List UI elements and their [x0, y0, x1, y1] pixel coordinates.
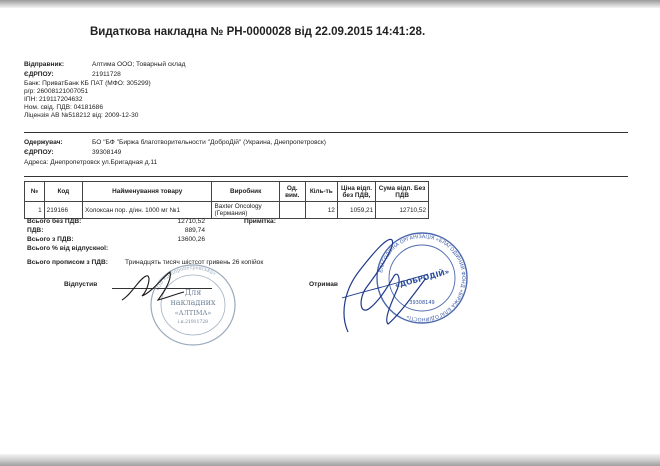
cell-qty: 12: [305, 202, 337, 219]
col-header-price: Ціна відп. без ПДВ,: [337, 182, 375, 202]
total-words: Тринадцять тисяч шістсот гривень 26 копійок: [125, 259, 264, 266]
receiver-label: Одержувач:: [24, 139, 63, 146]
cell-unit: [279, 202, 305, 219]
receiver-value: БО "БФ "Биржа благотворительности "ДоброДій" (Украина, Днепропетровск): [92, 139, 326, 146]
stamp-line: «АЛТІМА»: [174, 309, 212, 317]
cell-sum: 12710,52: [376, 202, 429, 219]
cell-code: 219166: [44, 202, 82, 219]
stamp-center-text: «ДОБРОДІЙ»: [393, 266, 451, 291]
sender-edrpou: 21911728: [92, 71, 121, 78]
total-words-label: Всього прописом з ПДВ:: [27, 259, 108, 266]
cell-num: 1: [25, 202, 45, 219]
col-header-code: Код: [44, 182, 82, 202]
sender-value: Алтима ООО; Товарный склад: [92, 61, 186, 68]
total-with-vat: 13600,26: [177, 236, 205, 243]
cell-maker: Baxter Oncology (Германия): [212, 202, 279, 219]
divider-line: [24, 132, 628, 133]
scan-edge-top: [0, 0, 660, 8]
stamp-ring-text: ТОВ «Дніпропетровська»: [154, 264, 217, 293]
received-label: Отримав: [309, 281, 338, 288]
note-label: Примітка:: [244, 218, 276, 225]
divider-line: [24, 176, 628, 177]
sender-vat-cert: Ном. свід. ПДВ: 04181686: [24, 104, 104, 111]
goods-table: [24, 181, 429, 219]
sender-ipn: ІПН: 219117204632: [24, 96, 83, 103]
stamp-line: і.к.21911728: [177, 320, 209, 325]
stamp-code: 39308149: [409, 300, 435, 306]
total-no-vat-label: Всього без ПДВ:: [27, 218, 82, 225]
col-header-sum: Сума відп. Без ПДВ: [376, 182, 429, 202]
vat-label: ПДВ:: [27, 227, 44, 234]
table-row: [25, 202, 429, 219]
received-signature: [318, 228, 438, 340]
document-title: Видаткова накладна № РН-0000028 від 22.09.2015 14:41:28.: [90, 26, 426, 38]
released-label: Відпустив: [64, 281, 98, 288]
total-with-vat-label: Всього з ПДВ:: [27, 236, 74, 243]
cell-name: Холоксан пор. д/ин. 1000 мг №1: [83, 202, 212, 219]
col-header-name: Найменування товару: [83, 182, 212, 202]
total-no-vat: 12710,52: [177, 218, 205, 225]
released-signature: [118, 266, 188, 316]
cell-price: 1059,21: [337, 202, 375, 219]
stamp-line: накладних: [170, 298, 216, 307]
col-header-maker: Виробник: [212, 182, 279, 202]
receiver-address: Адреса: Днепропетровск ул.Бригадная д.11: [24, 159, 158, 166]
sender-bank: Банк: ПриватБанк КБ ПАТ (МФО: 305299): [24, 80, 151, 87]
sender-edrpou-label: ЄДРПОУ:: [24, 71, 54, 78]
stamp-ring-text: БЛАГОДІЙНА ОРГАНІЗАЦІЯ «БЛАГОДІЙНИЙ ФОНД «БІРЖА БЛАГОДІЙНОСТІ»: [378, 233, 467, 323]
sender-license: Ліцензія АВ №518212 від: 2009-12-30: [24, 112, 139, 119]
receiver-edrpou: 39308149: [92, 149, 122, 156]
scan-edge-bottom: [0, 454, 660, 466]
receiver-edrpou-label: ЄДРПОУ:: [24, 149, 54, 156]
col-header-unit: Од. вим.: [279, 182, 305, 202]
sender-account: р/р: 26008121007051: [24, 88, 89, 95]
stamp-line: Для: [184, 288, 202, 297]
col-header-num: №: [25, 182, 45, 202]
col-header-qty: Кіль-ть: [305, 182, 337, 202]
percent-label: Всього % від відпускної:: [27, 245, 109, 252]
vat-value: 889,74: [184, 227, 205, 234]
table-header-row: [25, 182, 429, 202]
sender-label: Відправник:: [24, 61, 65, 68]
